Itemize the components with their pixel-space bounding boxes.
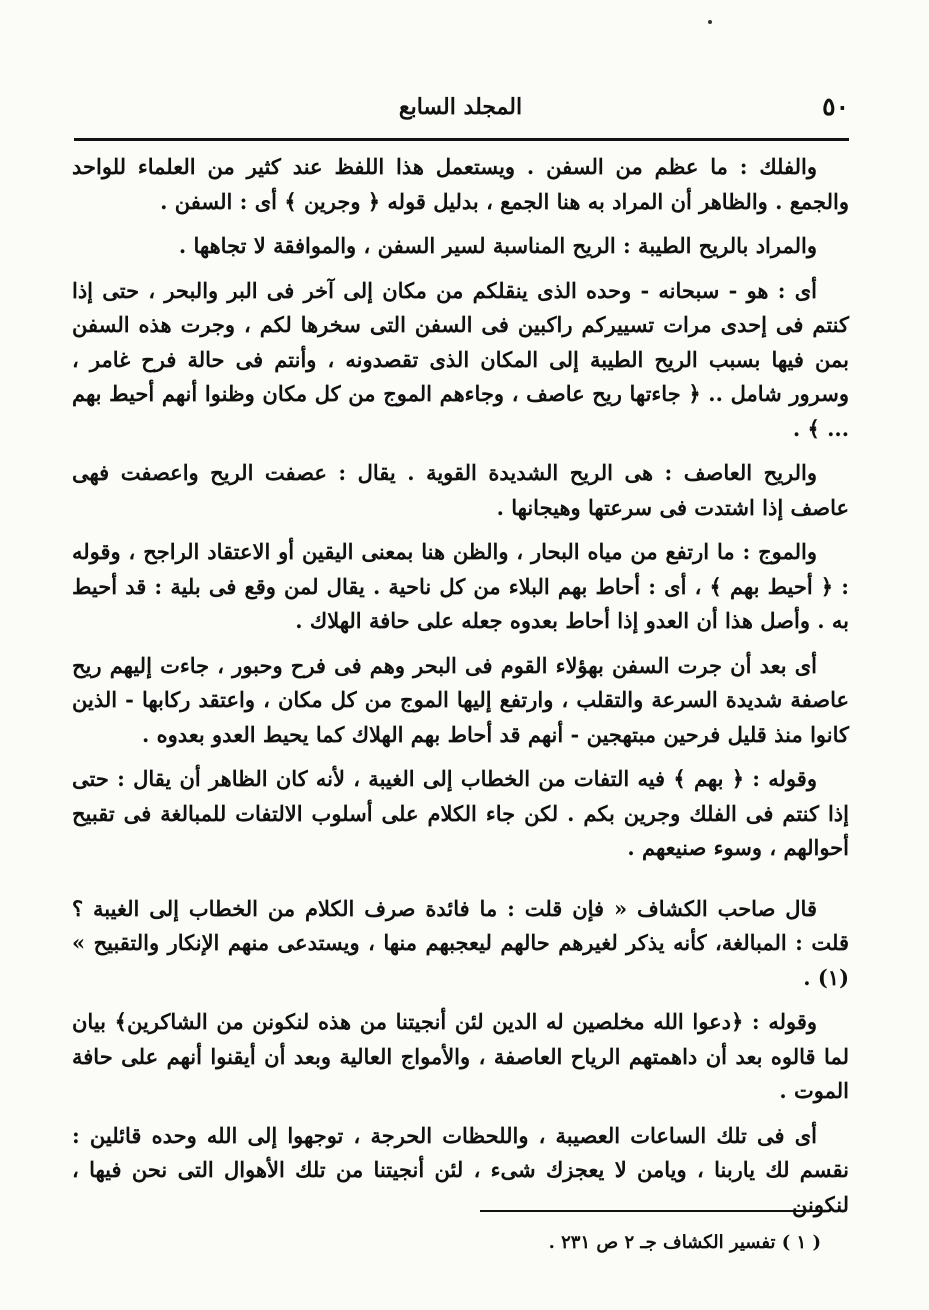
paragraph: وقوله : ﴿ بهم ﴾ فيه التفات من الخطاب إلى الغيبة ، لأنه كان الظاهر أن يقال : حتى إذا كنتم فى الفلك وجرين بكم . لكن جاء الكلام على أسلوب الالتفات للمبالغة فى تقبيح أحوالهم ، وسوء صنيعهم . — [72, 766, 849, 860]
paragraph: والمراد بالريح الطيبة : الريح المناسبة لسير السفن ، والموافقة لا تجاهها . — [178, 233, 817, 258]
ink-speck — [708, 20, 712, 24]
paragraph: أى بعد أن جرت السفن بهؤلاء القوم فى البحر وهم فى فرح وحبور ، جاءت إليهم ريح عاصفة شديدة السرعة والتقلب ، وارتفع إليها الموج من كل مكان ، واعتقد ركابها - الذين كانوا منذ قليل فرحين مبتهجين - أنهم قد أحاط بهم الهلاك كما يحيط العدو بعدوه . — [72, 652, 849, 747]
paragraph: وقوله : ﴿دعوا الله مخلصين له الدين لئن أنجيتنا من هذه لنكونن من الشاكرين﴾ بيان لما قالوه بعد أن داهمتهم الرياح العاصفة ، والأمواج العالية وبعد أن أيقنوا أنهم على حافة الموت . — [72, 1009, 849, 1103]
paragraph: أى فى تلك الساعات العصيبة ، واللحظات الحرجة ، توجهوا إلى الله وحده قائلين : نقسم لك ياربنا ، ويامن لا يعجزك شىء ، لئن أنجيتنا من تلك الأهوال التى نحن فيها ، لنكونن — [72, 1122, 849, 1217]
volume-title: المجلد السابع — [398, 94, 523, 120]
footnote-rule — [480, 1210, 821, 1212]
page-header — [72, 92, 849, 128]
footnote: ( ١ ) تفسير الكشاف جـ ٢ ص ٢٣١ . — [548, 1232, 821, 1253]
page-body — [72, 150, 849, 1232]
paragraph: أى : هو - سبحانه - وحده الذى ينقلكم من مكان إلى آخر فى البر والبحر ، حتى إذا كنتم فى إحدى مرات تسييركم راكبين فى السفن التى سخرها لكم ، وجرت هذه السفن بمن فيها بسبب الريح الطيبة إلى المكان الذى تقصدونه ، وأنتم فى حالة فرح غامر ، وسرور شامل .. ﴿ جاءتها ريح عاصف ، وجاءهم الموج من كل مكان وظنوا أنهم أحيط بهم ... ﴾ . — [72, 277, 849, 441]
page-number: ٥٠ — [822, 92, 849, 121]
paragraph: والموج : ما ارتفع من مياه البحار ، والظن هنا بمعنى اليقين أو الاعتقاد الراجح ، وقوله : ﴿ أحيط بهم ﴾ ، أى : أحاط بهم البلاء من كل ناحية . يقال لمن وقع فى بلية : قد أحيط به . وأصل هذا أن العدو إذا أحاط بعدوه جعله على حافة الهلاك . — [72, 539, 849, 633]
paragraph: والفلك : ما عظم من السفن . ويستعمل هذا اللفظ عند كثير من العلماء للواحد والجمع . والظاهر أن المراد به هنا الجمع ، بدليل قوله ﴿ وجرين ﴾ أى : السفن . — [72, 154, 849, 214]
paragraph: قال صاحب الكشاف « فإن قلت : ما فائدة صرف الكلام من الخطاب إلى الغيبة ؟ قلت : المبالغة، كأنه يذكر لغيرهم حالهم ليعجبهم منها ، ويستدعى منهم الإنكار والتقبيح » (١) . — [72, 895, 849, 990]
paragraph: والريح العاصف : هى الريح الشديدة القوية . يقال : عصفت الريح واعصفت فهى عاصف إذا اشتدت فى سرعتها وهيجانها . — [72, 460, 849, 520]
header-rule — [74, 138, 849, 141]
